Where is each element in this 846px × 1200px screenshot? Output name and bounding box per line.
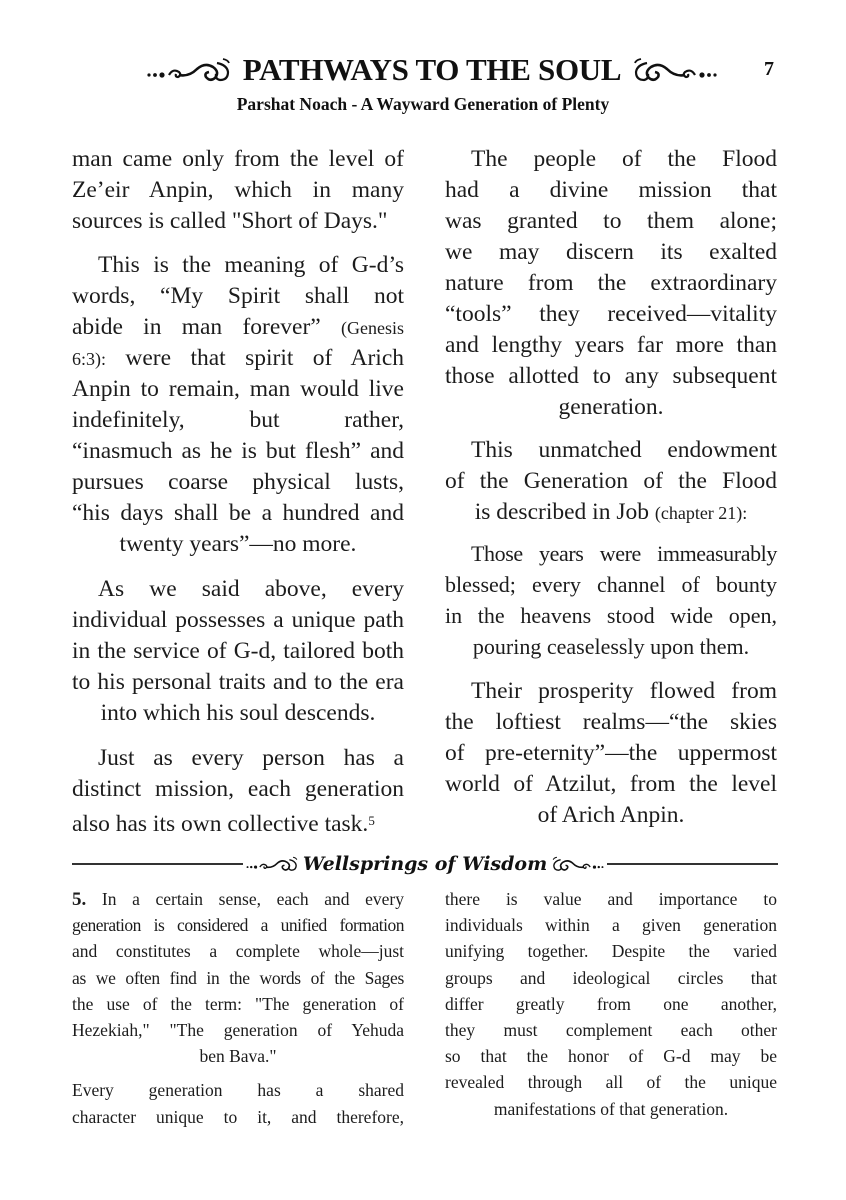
paragraph <box>72 743 404 836</box>
divider-inner <box>243 852 607 876</box>
text-line: character unique to it, and therefore, <box>72 1106 404 1127</box>
text-line: individuals within a given generation <box>445 915 777 936</box>
text-span: also has its own collective task. <box>72 811 369 837</box>
text-line: As we said above, every <box>98 576 404 602</box>
block-quote <box>445 538 777 662</box>
text-line: had a divine mission that <box>445 177 777 203</box>
running-title <box>132 50 732 90</box>
text-line: pouring ceaselessly upon them. <box>472 634 750 659</box>
text-line: “inasmuch as he is but flesh” and <box>72 438 404 464</box>
page-number: 7 <box>764 58 774 80</box>
footnote-number: 5. <box>72 889 87 910</box>
text-line: the loftiest realms—“the skies <box>445 709 777 735</box>
text-line: blessed; every channel of bounty <box>445 572 777 597</box>
footnote-paragraph <box>72 886 404 1069</box>
text-line: as we often find in the words of the Sages <box>72 967 404 988</box>
text-line: Ze’eir Anpin, which in many <box>72 177 404 203</box>
text-line: This unmatched endowment <box>471 437 777 463</box>
text-line: Just as every person has a <box>98 745 404 771</box>
scroll-flourish-left-icon <box>145 57 239 83</box>
text-line: ben Bava." <box>199 1046 277 1067</box>
text-line <box>72 805 404 836</box>
text-line: in the heavens stood wide open, <box>445 603 777 628</box>
text-line: was granted to them alone; <box>445 208 777 234</box>
footnote-divider <box>72 852 778 876</box>
footnote-left-column <box>72 886 404 1130</box>
text-line <box>72 343 404 374</box>
text-line: differ greatly from one another, <box>445 993 777 1014</box>
main-right-column <box>445 144 777 831</box>
text-span: were that spirit of Arich <box>125 345 404 371</box>
footnote-reference[interactable]: 5 <box>368 813 375 828</box>
text-line: into which his soul descends. <box>100 700 376 726</box>
text-line: “his days shall be a hundred and <box>72 500 404 526</box>
citation: (chapter 21): <box>654 503 748 523</box>
text-line: unifying together. Despite the varied <box>445 941 777 962</box>
footnote-right-column <box>445 886 777 1122</box>
text-line: indefinitely, but rather, <box>72 407 404 433</box>
text-line: there is value and importance to <box>445 889 777 909</box>
text-line: man came only from the level of <box>72 146 404 172</box>
paragraph <box>72 250 404 560</box>
footnote-section-title: Wellsprings of Wisdom <box>302 853 548 875</box>
book-title: PATHWAYS TO THE SOUL <box>242 52 622 87</box>
main-left-column <box>72 144 404 836</box>
text-line <box>72 312 404 343</box>
text-span: is described in Job <box>474 499 649 525</box>
paragraph <box>445 144 777 423</box>
flourish-left-icon <box>245 856 303 872</box>
text-line: individual possesses a unique path <box>72 607 404 633</box>
citation: (Genesis <box>341 318 404 338</box>
text-line: words, “My Spirit shall not <box>72 283 404 309</box>
text-line: and lengthy years far more than <box>445 332 777 358</box>
paragraph <box>72 144 404 237</box>
page-header <box>0 50 846 90</box>
citation: 6:3): <box>72 349 106 369</box>
text-line: groups and ideological circles that <box>445 967 777 988</box>
text-line: Every generation has a shared <box>72 1080 404 1101</box>
text-line: This is the meaning of G-d’s <box>98 252 404 278</box>
paragraph <box>445 676 777 831</box>
text-line: revealed through all of the unique <box>445 1072 777 1093</box>
text-line: world of Atzilut, from the level <box>445 771 777 797</box>
text-line: The people of the Flood <box>471 146 777 172</box>
text-line: Hezekiah," "The generation of Yehuda <box>72 1019 404 1040</box>
text-line: we may discern its exalted <box>445 239 777 265</box>
divider-title-wrap <box>72 852 778 878</box>
text-line: generation is considered a unified formation <box>72 915 404 936</box>
text-line: and constitutes a complete whole—just <box>72 941 404 962</box>
text-line: generation. <box>558 394 664 420</box>
text-line: Those years were immeasurably <box>471 541 777 566</box>
scroll-flourish-right-icon <box>625 57 719 83</box>
text-span: abide in man forever” <box>72 314 321 340</box>
text-line: twenty years”—no more. <box>119 531 357 557</box>
text-line: Anpin to remain, man would live <box>72 376 404 402</box>
text-line: of the Generation of the Flood <box>445 468 777 494</box>
text-line: to his personal traits and to the era <box>72 669 404 695</box>
text-line: in the service of G-d, tailored both <box>72 638 404 664</box>
text-line: the use of the term: "The generation of <box>72 993 404 1014</box>
text-line: Their prosperity flowed from <box>471 678 777 704</box>
text-line: “tools” they received—vitality <box>445 301 777 327</box>
text-line: nature from the extraordinary <box>445 270 777 296</box>
text-line: they must complement each other <box>445 1019 777 1040</box>
text-line: manifestations of that generation. <box>493 1098 729 1119</box>
text-line: of Arich Anpin. <box>537 802 685 828</box>
text-line: of pre-eternity”—the uppermost <box>445 740 777 766</box>
text-line <box>445 497 777 528</box>
text-line: those allotted to any subsequent <box>445 363 777 389</box>
footnote-paragraph <box>72 1077 404 1129</box>
paragraph <box>72 574 404 729</box>
paragraph <box>445 435 777 528</box>
text-line: pursues coarse physical lusts, <box>72 469 404 495</box>
text-span: In a certain sense, each and every <box>101 889 404 909</box>
chapter-subtitle: Parshat Noach - A Wayward Generation of Plenty <box>236 94 610 114</box>
text-line: distinct mission, each generation <box>72 776 404 802</box>
text-line <box>72 886 404 912</box>
text-line: sources is called "Short of Days." <box>72 208 388 234</box>
flourish-right-icon <box>547 856 605 872</box>
text-line: so that the honor of G-d may be <box>445 1046 777 1067</box>
